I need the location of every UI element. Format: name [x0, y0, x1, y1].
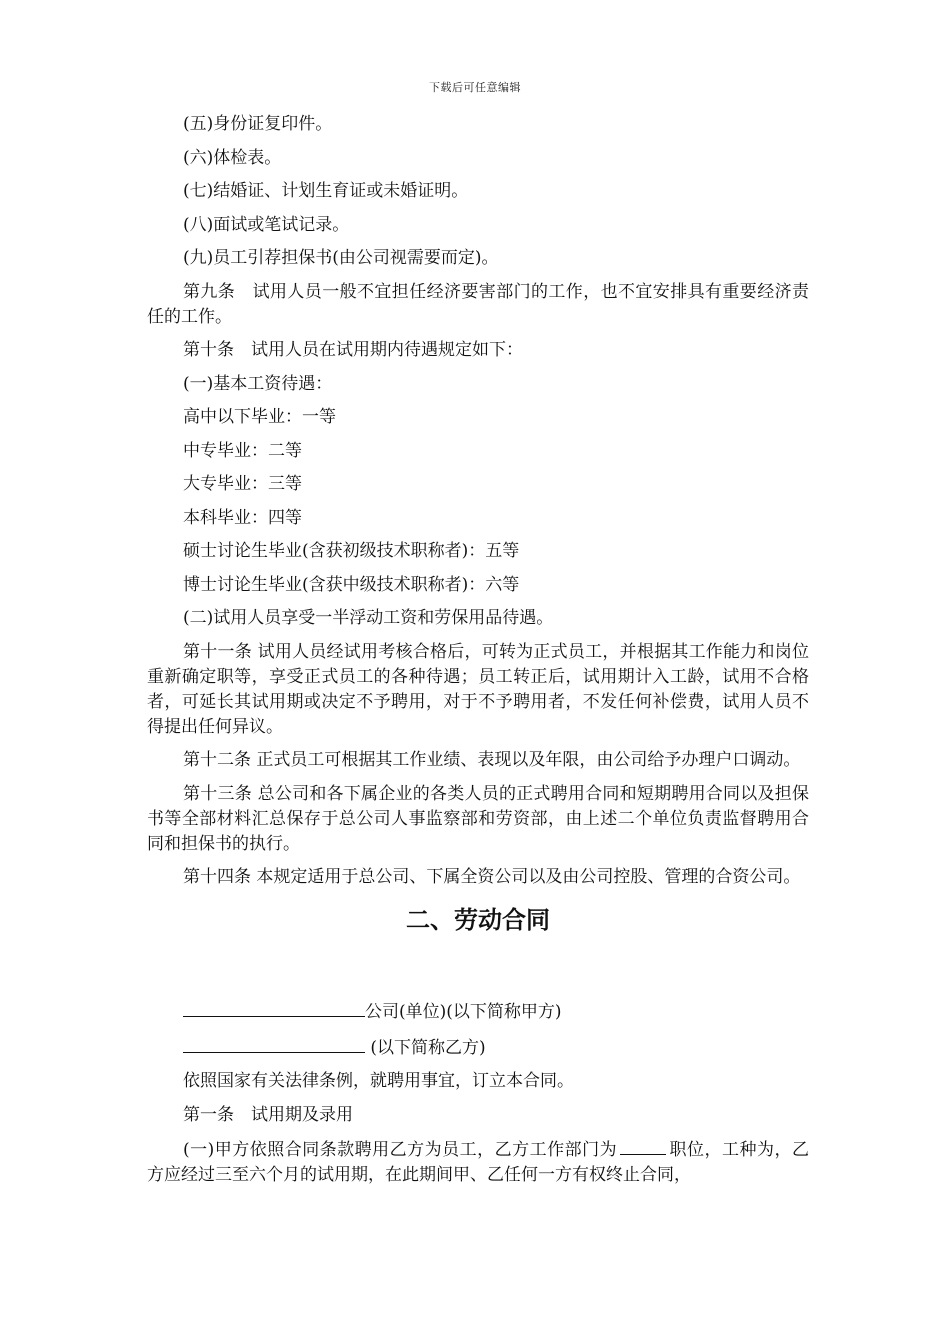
article-1-title: 第一条 试用期及录用: [183, 1104, 353, 1125]
page-header: 下载后可任意编辑: [429, 81, 521, 94]
article-1-item-1: [147, 1136, 809, 1188]
contract-intro: 依照国家有关法律条例，就聘用事宜，订立本合同。: [183, 1071, 574, 1091]
article-10: 第十条 试用人员在试用期内待遇规定如下：: [183, 340, 523, 360]
section-title: 二、劳动合同: [406, 906, 550, 934]
party-a-blank[interactable]: [183, 998, 365, 1017]
party-b-line: [147, 1034, 809, 1061]
salary-grade-6: 博士讨论生毕业(含获中级技术职称者)：六等: [183, 574, 520, 595]
article-1-item-1-text-a: (一)甲方依照合同条款聘用乙方为员工，乙方工作部门为: [183, 1140, 618, 1160]
salary-grade-1: 高中以下毕业：一等: [183, 407, 336, 427]
item-interview-record: (八)面试或笔试记录。: [183, 214, 350, 235]
article-11: 第十一条 试用人员经试用考核合格后，可转为正式员工，并根据其工作能力和岗位重新确定职等，享受正式员工的各种待遇；员工转正后，试用期计入工龄，试用不合格者，可延长其试用期或决定不予聘用，对于不予聘用者，不发任何补偿费，试用人员不得提出任何异议。: [147, 641, 809, 737]
party-a-label: 公司(单位)(以下简称甲方): [365, 1002, 562, 1022]
item-medical-form: (六)体检表。: [183, 147, 282, 168]
salary-grade-4: 本科毕业：四等: [183, 507, 302, 528]
item-guarantee-letter: (九)员工引荐担保书(由公司视需要而定)。: [183, 248, 499, 268]
document-body: [147, 112, 809, 1197]
salary-grade-2: 中专毕业：二等: [183, 440, 302, 461]
item-id-copy: (五)身份证复印件。: [183, 114, 333, 134]
benefits-item: (二)试用人员享受一半浮动工资和劳保用品待遇。: [183, 608, 554, 628]
party-b-label: (以下简称乙方): [365, 1037, 486, 1058]
party-a-line: [147, 998, 809, 1025]
article-13: 第十三条 总公司和各下属企业的各类人员的正式聘用合同和短期聘用合同以及担保书等全部材料汇总保存于总公司人事监察部和劳资部，由上述二个单位负责监督聘用合同和担保书的执行。: [147, 783, 809, 854]
article-1-item-1-text-b: 职位，工种为，乙方应经过三至六个月的试用期，在此期间甲、乙任何一方有权终止合同，: [147, 1140, 809, 1185]
party-b-blank[interactable]: [183, 1034, 365, 1053]
salary-heading: (一)基本工资待遇：: [183, 373, 333, 394]
article-14: 第十四条 本规定适用于总公司、下属全资公司以及由公司控股、管理的合资公司。: [183, 867, 801, 887]
article-12: 第十二条 正式员工可根据其工作业绩、表现以及年限，由公司给予办理户口调动。: [183, 750, 801, 770]
item-marriage-certificate: (七)结婚证、计划生育证或未婚证明。: [183, 181, 469, 201]
department-blank[interactable]: [620, 1136, 666, 1155]
article-9: 第九条 试用人员一般不宜担任经济要害部门的工作，也不宜安排具有重要经济责任的工作。: [147, 281, 809, 327]
salary-grade-3: 大专毕业：三等: [183, 474, 302, 494]
salary-grade-5: 硕士讨论生毕业(含获初级技术职称者)：五等: [183, 541, 520, 561]
